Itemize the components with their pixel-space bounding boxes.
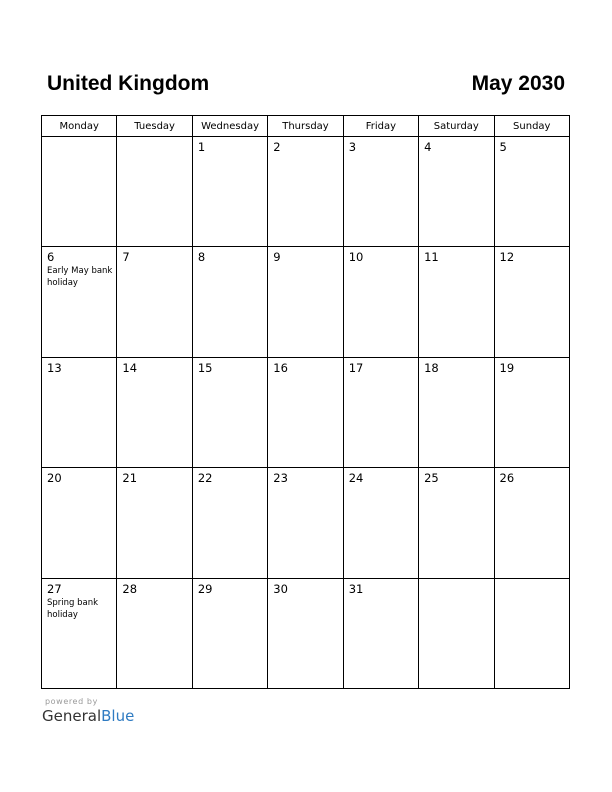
day-number: 13: [47, 360, 62, 375]
day-cell: [419, 137, 494, 247]
day-number: 29: [197, 581, 213, 596]
day-cell: [494, 137, 569, 247]
weekday-header-row: [42, 116, 570, 137]
day-number: 19: [499, 360, 515, 375]
brand-logo: [42, 707, 134, 725]
day-number: 14: [122, 360, 138, 375]
day-cell: [192, 137, 267, 247]
day-number: [495, 579, 569, 583]
day-cell: [419, 578, 494, 688]
day-cell: [192, 247, 267, 357]
day-number: 15: [197, 360, 213, 375]
week-row: [42, 357, 570, 467]
day-number: 28: [122, 581, 138, 596]
day-number: 1: [197, 140, 206, 154]
day-cell: [494, 578, 569, 688]
day-cell: [192, 578, 267, 688]
day-number: 21: [122, 471, 138, 486]
week-row: [42, 247, 570, 357]
brand-name-general: General: [42, 707, 102, 725]
weekday-header-thursday: Thursday: [268, 116, 343, 137]
day-cell: [343, 137, 418, 247]
week-row: [42, 468, 570, 578]
day-cell: [42, 137, 117, 247]
day-number: 31: [348, 581, 364, 596]
day-cell: [419, 247, 494, 357]
day-cell: [494, 247, 569, 357]
day-cell: [117, 137, 192, 247]
day-cell: [42, 247, 117, 357]
day-number: 5: [499, 140, 507, 154]
day-number: 30: [273, 581, 288, 596]
brand-name-blue: Blue: [101, 707, 135, 725]
day-number: 9: [273, 250, 281, 265]
weekday-header-monday: Monday: [42, 116, 117, 137]
day-cell: [117, 247, 192, 357]
day-cell: [117, 578, 192, 688]
day-cell: [343, 468, 418, 578]
week-row: [42, 578, 570, 688]
day-number: 22: [197, 471, 213, 486]
day-cell: [343, 247, 418, 357]
day-number: 17: [348, 360, 364, 375]
day-cell: [117, 357, 192, 467]
holiday-label: Early May bank holiday: [47, 266, 113, 289]
weekday-header-tuesday: Tuesday: [117, 116, 192, 137]
footer-branding: [42, 697, 134, 725]
calendar-weeks: [42, 137, 570, 689]
day-cell: [42, 578, 117, 688]
day-cell: [268, 468, 343, 578]
day-cell: [419, 468, 494, 578]
weekday-header-wednesday: Wednesday: [192, 116, 267, 137]
day-cell: [343, 357, 418, 467]
holiday-label: Spring bank holiday: [47, 597, 99, 620]
day-number: 24: [348, 471, 364, 486]
day-number: 7: [122, 250, 130, 265]
day-cell: [192, 357, 267, 467]
day-number: 23: [273, 471, 288, 486]
day-cell: [192, 468, 267, 578]
day-number: 20: [47, 471, 62, 486]
day-number: 12: [499, 250, 515, 265]
day-number: 10: [348, 250, 364, 265]
weekday-header-saturday: Saturday: [419, 116, 494, 137]
day-cell: [268, 247, 343, 357]
day-number: 18: [424, 360, 439, 375]
country-title: United Kingdom: [47, 72, 210, 95]
week-row: [42, 137, 570, 247]
day-number: 8: [197, 250, 206, 265]
day-cell: [117, 468, 192, 578]
day-cell: [343, 578, 418, 688]
day-number: 27: [47, 581, 62, 596]
month-calendar-grid: [41, 115, 570, 689]
day-cell: [419, 357, 494, 467]
day-cell: [494, 468, 569, 578]
day-cell: [268, 578, 343, 688]
weekday-header-sunday: Sunday: [494, 116, 569, 137]
day-number: 6: [47, 250, 55, 265]
day-number: 4: [424, 140, 432, 154]
month-year-title: May 2030: [471, 72, 565, 95]
day-cell: [494, 357, 569, 467]
day-number: [117, 137, 191, 141]
weekday-header-friday: Friday: [343, 116, 418, 137]
day-number: [42, 137, 116, 141]
day-cell: [42, 468, 117, 578]
day-cell: [268, 137, 343, 247]
day-cell: [42, 357, 117, 467]
day-cell: [268, 357, 343, 467]
day-number: 2: [273, 140, 281, 154]
day-number: 11: [424, 250, 439, 265]
day-number: 26: [499, 471, 515, 486]
day-number: 3: [348, 140, 357, 154]
day-number: 25: [424, 471, 439, 486]
day-number: [419, 579, 493, 583]
powered-by-text: powered by: [45, 697, 98, 706]
day-number: 16: [273, 360, 288, 375]
